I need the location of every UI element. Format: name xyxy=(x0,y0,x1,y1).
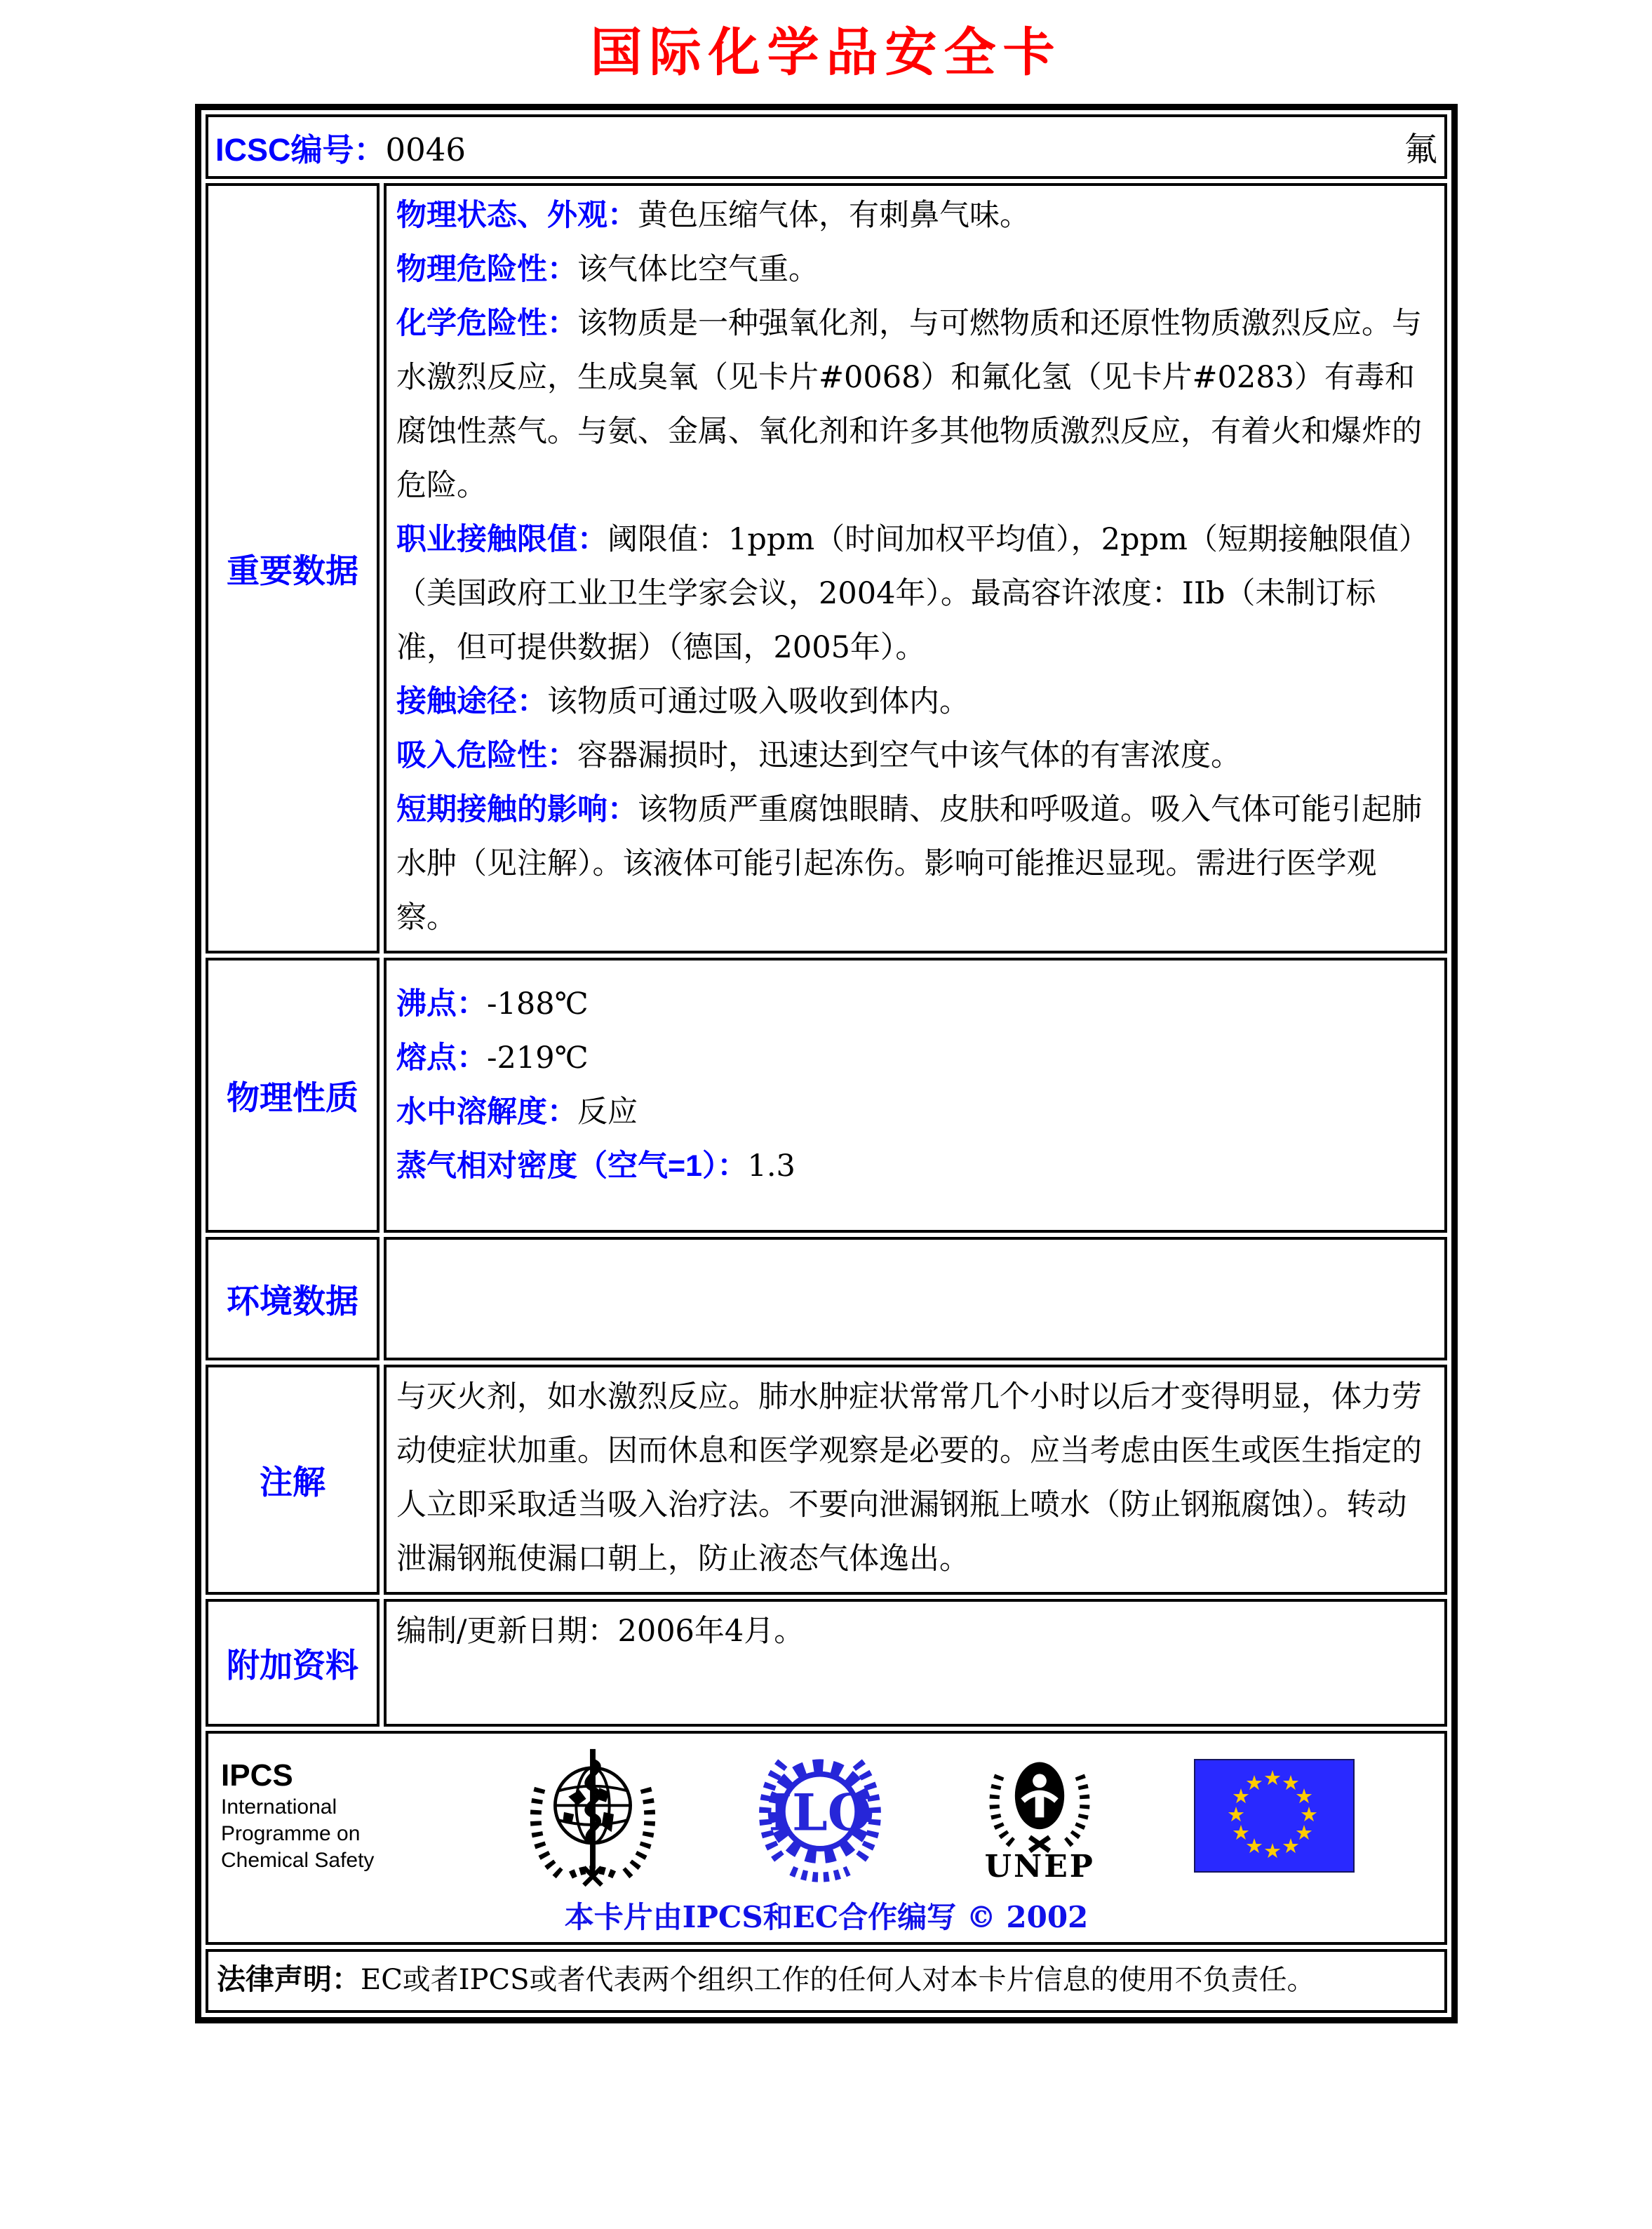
ipcs-text-block: IPCS International Programme on Chemical Safety xyxy=(221,1758,431,1874)
para: 熔点：-219℃ xyxy=(396,1040,589,1076)
additional-info-row xyxy=(206,1599,1447,1727)
physical-properties-row xyxy=(206,958,1447,1233)
chemical-name: 氟 xyxy=(1404,130,1437,169)
unep-logo-block xyxy=(980,1746,1099,1885)
environmental-data-row xyxy=(206,1237,1447,1360)
footer-row xyxy=(206,1731,1447,1945)
section-label-notes: 注解 xyxy=(206,1365,380,1595)
legal-text: EC或者IPCS或者代表两个组织工作的任何人对本卡片信息的使用不负责任。 xyxy=(361,1964,1315,1996)
notes-row xyxy=(206,1365,1447,1595)
para: 短期接触的影响：该物质严重腐蚀眼睛、皮肤和呼吸道。吸入气体可能引起肺水肿（见注解）。该液体可能引起冻伤。影响可能推迟显现。需进行医学观察。 xyxy=(396,792,1422,935)
footer-cell xyxy=(206,1731,1447,1945)
para: 蒸气相对密度（空气=1）：1.3 xyxy=(396,1149,795,1184)
para: 接触途径：该物质可通过吸入吸收到体内。 xyxy=(396,684,969,719)
important-data-content xyxy=(384,183,1447,953)
important-data-row xyxy=(206,183,1447,953)
para: 职业接触限值：阈限值：1ppm（时间加权平均值），2ppm（短期接触限值）（美国政府工业卫生学家会议，2004年）。最高容许浓度：IIb（未制订标准，但可提供数据）（德国，2005年）。 xyxy=(396,522,1429,665)
card-header xyxy=(215,123,1437,170)
physical-properties-content xyxy=(384,958,1447,1233)
header-row xyxy=(206,114,1447,179)
notes-content xyxy=(384,1365,1447,1595)
legal-row xyxy=(206,1949,1447,2013)
para: 编制/更新日期：2006年4月。 xyxy=(396,1614,805,1649)
icsc-card-table xyxy=(195,104,1458,2023)
environmental-data-content xyxy=(384,1237,1447,1360)
logo-row xyxy=(208,1743,1444,1887)
page-title: 国际化学品安全卡 xyxy=(590,23,1062,81)
who-logo-icon xyxy=(526,1743,659,1887)
para: 物理状态、外观：黄色压缩气体，有刺鼻气味。 xyxy=(396,198,1030,233)
unep-label: UNEP xyxy=(984,1849,1095,1885)
ipcs-title: IPCS xyxy=(221,1758,293,1793)
icsc-number-label: ICSC编号： xyxy=(215,131,386,168)
para: 沸点：-188℃ xyxy=(396,986,589,1022)
unep-logo-icon xyxy=(980,1746,1099,1853)
legal-label: 法律声明： xyxy=(217,1963,361,1995)
footer-caption: 本卡片由IPCS和EC合作编写 © 2002 xyxy=(564,1900,1089,1934)
legal-statement xyxy=(206,1949,1447,2013)
eu-flag-icon: ★ ★ ★ ★ ★ ★ ★ ★ ★ ★ ★ ★ xyxy=(1194,1759,1355,1873)
para: 吸入危险性：容器漏损时，迅速达到空气中该气体的有害浓度。 xyxy=(396,738,1241,773)
ilo-logo-icon xyxy=(754,1748,886,1884)
section-label-important-data: 重要数据 xyxy=(206,183,380,953)
para: 与灭火剂，如水激烈反应。肺水肿症状常常几个小时以后才变得明显，体力劳动使症状加重。因而休息和医学观察是必要的。应当考虑由医生或医生指定的人立即采取适当吸入治疗法。不要向泄漏钢瓶上喷水（防止钢瓶腐蚀）。转动泄漏钢瓶使漏口朝上，防止液态气体逸出。 xyxy=(396,1379,1422,1577)
para: 化学危险性：该物质是一种强氧化剂，与可燃物质和还原性物质激烈反应。与水激烈反应，生成臭氧（见卡片#0068）和氟化氢（见卡片#0283）有毒和腐蚀性蒸气。与氨、金属、氧化剂和许多其他物质激烈反应，有着火和爆炸的危险。 xyxy=(396,306,1422,503)
section-label-environmental-data: 环境数据 xyxy=(206,1237,380,1360)
section-label-additional-info: 附加资料 xyxy=(206,1599,380,1727)
para: 物理危险性：该气体比空气重。 xyxy=(396,252,819,287)
additional-info-content xyxy=(384,1599,1447,1727)
svg-text:ILO: ILO xyxy=(768,1781,871,1842)
icsc-number-value: 0046 xyxy=(385,130,466,168)
section-label-physical-properties: 物理性质 xyxy=(206,958,380,1233)
para: 水中溶解度：反应 xyxy=(396,1095,638,1130)
